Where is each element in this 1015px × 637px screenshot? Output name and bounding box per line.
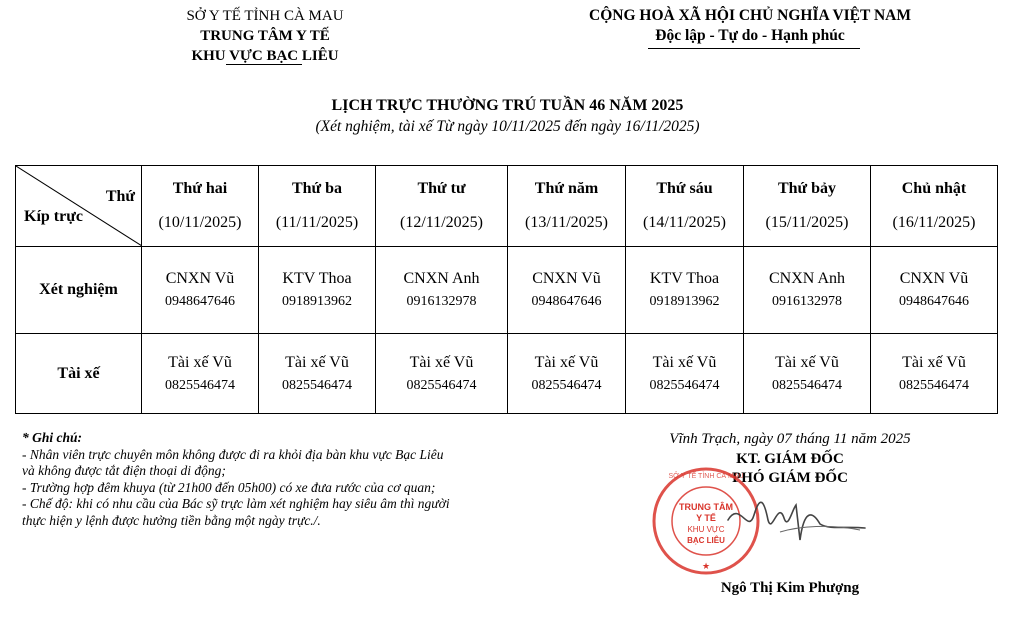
table-row xyxy=(16,334,998,414)
staff-phone: 0918913962 xyxy=(282,294,352,309)
staff-name: KTV Thoa xyxy=(282,270,352,287)
day-header xyxy=(142,166,259,247)
staff-phone: 0916132978 xyxy=(406,294,477,309)
duty-cell xyxy=(259,334,376,414)
staff-phone: 0825546474 xyxy=(406,377,477,393)
duty-cell xyxy=(744,247,871,334)
duty-cell xyxy=(626,247,744,334)
staff-name: CNXN Vũ xyxy=(165,270,235,287)
staff-name: Tài xế Vũ xyxy=(409,353,474,371)
corner-cell xyxy=(16,166,142,247)
staff-phone: 0916132978 xyxy=(772,294,842,309)
day-header xyxy=(376,166,508,247)
duty-cell xyxy=(142,334,259,414)
duty-cell xyxy=(871,334,998,414)
day-date: (15/11/2025) xyxy=(765,214,849,231)
duty-cell xyxy=(508,334,626,414)
duty-cell xyxy=(259,247,376,334)
day-name: Thứ bảy xyxy=(777,180,837,197)
svg-text:★: ★ xyxy=(701,561,711,571)
staff-name: CNXN Anh xyxy=(768,270,845,287)
signer-role-1: KT. GIÁM ĐỐC xyxy=(736,450,844,467)
national-title: CỘNG HOÀ XÃ HỘI CHỦ NGHĨA VIỆT NAM xyxy=(589,7,911,24)
duty-cell xyxy=(142,247,259,334)
header-left xyxy=(150,6,380,66)
day-name: Thứ sáu xyxy=(656,180,713,197)
header-right-underline xyxy=(648,48,860,49)
svg-text:Y TẾ: Y TẾ xyxy=(696,513,716,523)
document-subtitle: (Xét nghiệm, tài xế Từ ngày 10/11/2025 đến ngày 16/11/2025) xyxy=(315,118,700,135)
schedule-table xyxy=(15,165,998,414)
document-title: LỊCH TRỰC THƯỜNG TRÚ TUẦN 46 NĂM 2025 xyxy=(331,97,684,114)
corner-day-label: Thứ xyxy=(105,188,135,205)
svg-text:SỞ Y TẾ TỈNH CÀ MAU: SỞ Y TẾ TỈNH CÀ MAU xyxy=(668,473,744,480)
day-name: Thứ hai xyxy=(172,180,228,197)
staff-name: Tài xế Vũ xyxy=(902,353,966,371)
staff-phone: 0948647646 xyxy=(531,294,602,309)
staff-phone: 0825546474 xyxy=(772,377,842,393)
row-label: Xét nghiệm xyxy=(16,247,142,334)
row-label: Tài xế xyxy=(16,334,142,414)
note-line: - Trường hợp đêm khuya (từ 21h00 đến 05h00) có xe đưa rước của cơ quan; xyxy=(22,479,436,495)
note-line: - Chế độ: khi có nhu cầu của Bác sỹ trực làm xét nghiệm hay siêu âm thì người xyxy=(22,496,450,512)
note-line: và không được tắt điện thoại di động; xyxy=(22,463,226,479)
duty-cell xyxy=(871,247,998,334)
staff-phone: 0918913962 xyxy=(649,294,720,309)
table-row xyxy=(16,247,998,334)
day-header xyxy=(259,166,376,247)
staff-name: Tài xế Vũ xyxy=(534,353,599,371)
handwritten-signature-icon xyxy=(720,490,870,550)
staff-name: CNXN Vũ xyxy=(532,270,601,287)
day-name: Thứ tư xyxy=(417,180,466,197)
signer-role-2: PHÓ GIÁM ĐỐC xyxy=(732,470,848,486)
duty-cell xyxy=(508,247,626,334)
staff-name: Tài xế Vũ xyxy=(168,353,232,371)
duty-cell xyxy=(744,334,871,414)
place-date: Vĩnh Trạch, ngày 07 tháng 11 năm 2025 xyxy=(669,431,911,447)
corner-shift-label: Kíp trực xyxy=(24,208,83,225)
header-left-underline xyxy=(226,64,302,65)
note-line: - Nhân viên trực chuyên môn không được đi ra khỏi địa bàn khu vực Bạc Liêu xyxy=(22,446,444,462)
staff-name: CNXN Vũ xyxy=(899,270,969,287)
svg-text:KHU VỰC: KHU VỰC xyxy=(687,525,725,534)
day-name: Thứ ba xyxy=(291,180,343,197)
duty-cell xyxy=(376,334,508,414)
staff-name: Tài xế Vũ xyxy=(775,353,839,371)
notes-block xyxy=(22,430,512,530)
staff-name: Tài xế Vũ xyxy=(285,353,349,371)
staff-phone: 0825546474 xyxy=(649,377,720,393)
day-header xyxy=(871,166,998,247)
table-header-row xyxy=(16,166,998,247)
corner-diagonal xyxy=(16,166,142,246)
staff-phone: 0948647646 xyxy=(165,294,235,309)
staff-name: CNXN Anh xyxy=(403,270,480,287)
staff-phone: 0825546474 xyxy=(531,377,602,393)
svg-text:BẠC LIÊU: BẠC LIÊU xyxy=(687,536,725,545)
day-name: Chủ nhật xyxy=(901,180,967,197)
day-date: (16/11/2025) xyxy=(892,214,976,231)
duty-cell xyxy=(626,334,744,414)
department-name: SỞ Y TẾ TỈNH CÀ MAU xyxy=(186,8,344,24)
day-header xyxy=(626,166,744,247)
day-date: (11/11/2025) xyxy=(275,214,359,231)
day-header xyxy=(744,166,871,247)
national-motto: Độc lập - Tự do - Hạnh phúc xyxy=(655,27,845,44)
day-header xyxy=(508,166,626,247)
signer-name: Ngô Thị Kim Phượng xyxy=(720,580,860,596)
staff-phone: 0825546474 xyxy=(899,377,969,393)
staff-phone: 0825546474 xyxy=(165,377,235,393)
svg-text:TRUNG TÂM: TRUNG TÂM xyxy=(679,502,733,512)
staff-phone: 0948647646 xyxy=(899,294,969,309)
staff-phone: 0825546474 xyxy=(282,377,352,393)
day-date: (12/11/2025) xyxy=(400,214,483,231)
header-right xyxy=(560,6,940,46)
day-name: Thứ năm xyxy=(534,180,599,197)
region-name: KHU VỰC BẠC LIÊU xyxy=(191,48,339,64)
day-date: (14/11/2025) xyxy=(643,214,726,231)
duty-cell xyxy=(376,247,508,334)
staff-name: Tài xế Vũ xyxy=(652,353,717,371)
day-date: (13/11/2025) xyxy=(525,214,608,231)
day-date: (10/11/2025) xyxy=(158,214,242,231)
notes-title: * Ghi chú: xyxy=(22,430,83,445)
center-name: TRUNG TÂM Y TẾ xyxy=(200,28,330,44)
staff-name: KTV Thoa xyxy=(649,270,720,287)
note-line: thực hiện y lệnh được hưởng tiền bằng một ngày trực./. xyxy=(22,512,321,528)
